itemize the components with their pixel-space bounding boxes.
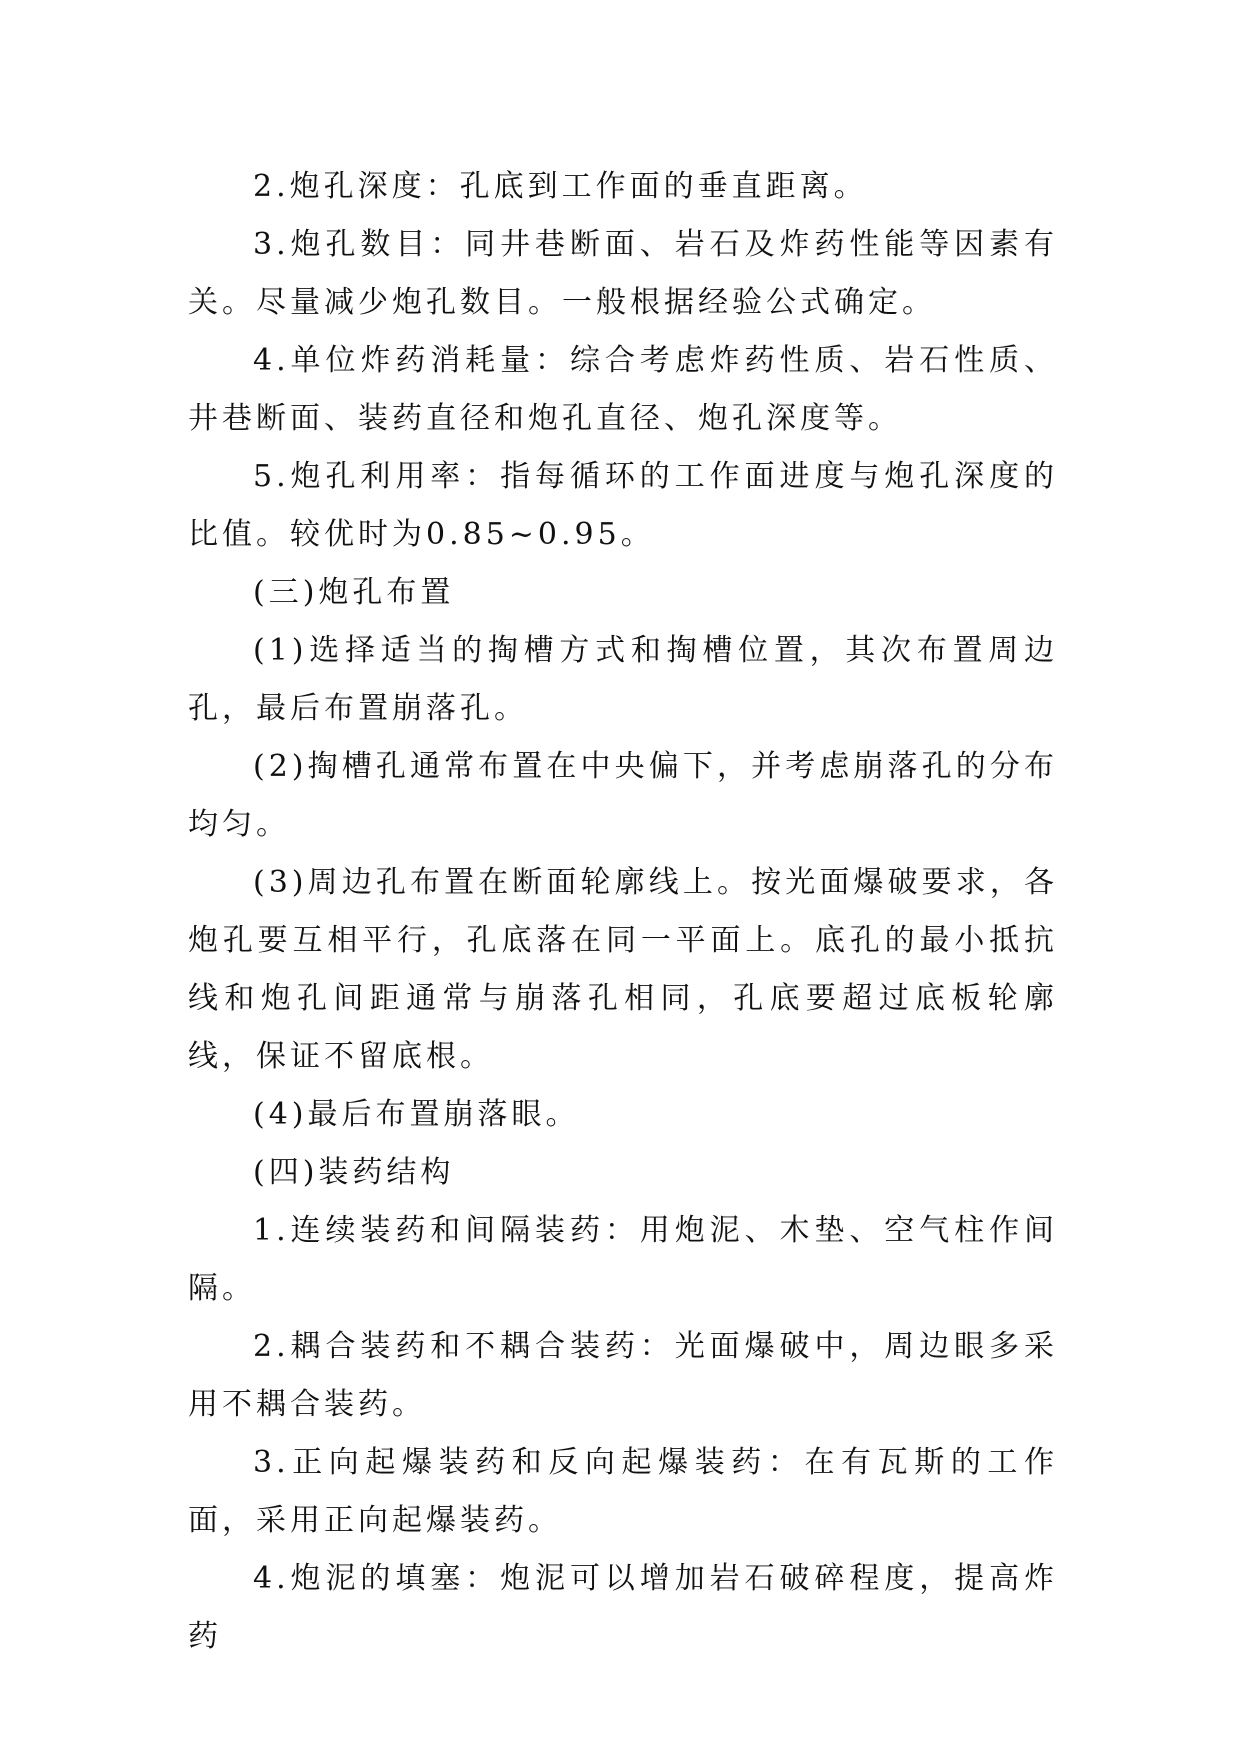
paragraph-explosive-consumption: 4.单位炸药消耗量：综合考虑炸药性质、岩石性质、井巷断面、装药直径和炮孔直径、炮孔深度等。 [188,343,1058,436]
paragraph-initiation-charge: 3.正向起爆装药和反向起爆装药：在有瓦斯的工作面，采用正向起爆装药。 [188,1445,1058,1538]
paragraph-stemming: 4.炮泥的填塞：炮泥可以增加岩石破碎程度，提高炸药 [188,1561,1058,1654]
document-body [188,158,1058,1666]
paragraph-layout-step-1: (1)选择适当的掏槽方式和掏槽位置，其次布置周边孔，最后布置崩落孔。 [188,633,1058,726]
paragraph-borehole-depth: 2.炮孔深度：孔底到工作面的垂直距离。 [253,169,868,204]
paragraph-borehole-count: 3.炮孔数目：同井巷断面、岩石及炸药性能等因素有关。尽量减少炮孔数目。一般根据经验公式确定。 [188,227,1058,320]
paragraph-borehole-utilization: 5.炮孔利用率：指每循环的工作面进度与炮孔深度的比值。较优时为0.85~0.95。 [188,459,1058,552]
paragraph-layout-step-2: (2)掏槽孔通常布置在中央偏下，并考虑崩落孔的分布均匀。 [188,749,1058,842]
paragraph-coupled-charge: 2.耦合装药和不耦合装药：光面爆破中，周边眼多采用不耦合装药。 [188,1329,1058,1422]
section-heading-charge-structure: (四)装药结构 [253,1155,455,1190]
paragraph-layout-step-3: (3)周边孔布置在断面轮廓线上。按光面爆破要求，各炮孔要互相平行，孔底落在同一平面上。底孔的最小抵抗线和炮孔间距通常与崩落孔相同，孔底要超过底板轮廓线，保证不留底根。 [188,865,1058,1074]
section-heading-borehole-layout: (三)炮孔布置 [253,575,455,610]
paragraph-continuous-charge: 1.连续装药和间隔装药：用炮泥、木垫、空气柱作间隔。 [188,1213,1058,1306]
paragraph-layout-step-4: (4)最后布置崩落眼。 [253,1097,580,1132]
